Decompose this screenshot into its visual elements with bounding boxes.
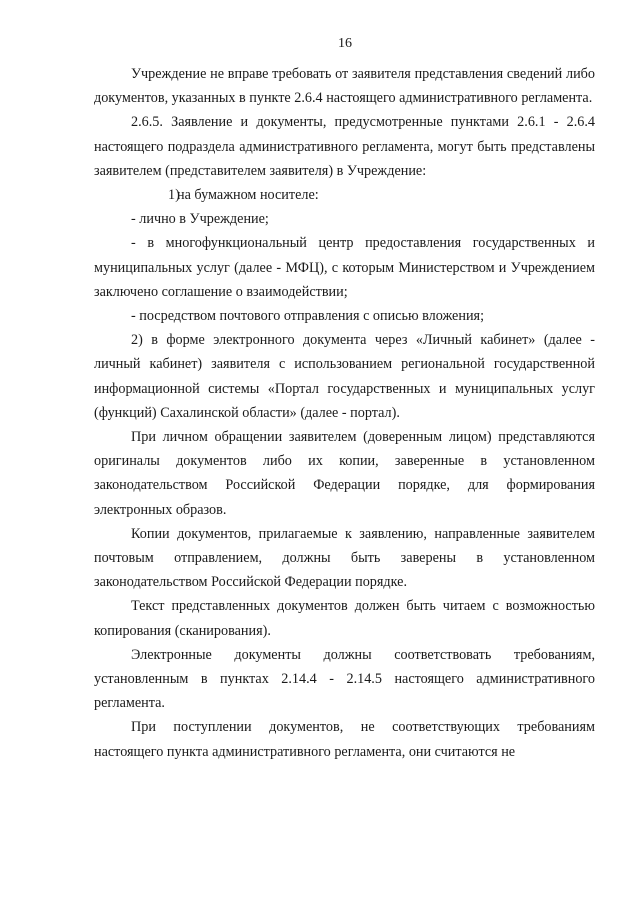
paragraph-2-6-5: 2.6.5. Заявление и документы, предусмотренные пунктами 2.6.1 - 2.6.4 настоящего подраздела административного регламента, могут быть представлены заявителем (представителем заявителя) в Учреждение: (94, 114, 595, 179)
list-item-text: на бумажном носителе: (177, 187, 319, 204)
list-item-in-person: - лично в Учреждение; (131, 211, 269, 228)
paragraph-personal-visit: При личном обращении заявителем (доверенным лицом) представляются оригиналы документов либо их копии, заверенные в установленном законодательством Российской Федерации порядке, для формирования электронных образов. (94, 429, 595, 518)
list-item-postal: - посредством почтового отправления с описью вложения; (131, 308, 485, 325)
list-item-mfc: - в многофункциональный центр предоставления государственных и муниципальных услуг (далее - МФЦ), с которым Министерством и Учреждением заключено соглашение о взаимодействии; (94, 235, 595, 300)
document-body (94, 62, 595, 764)
paragraph-copies: Копии документов, прилагаемые к заявлению, направленные заявителем почтовым отправлением, должны быть заверены в установленном законодательством Российской Федерации порядке. (94, 525, 595, 591)
list-item-paper (94, 183, 595, 207)
page-number: 16 (338, 36, 352, 51)
paragraph-nonconforming: При поступлении документов, не соответствующих требованиям настоящего пункта административного регламента, они считаются не (94, 719, 595, 760)
paragraph-electronic-requirements: Электронные документы должны соответствовать требованиям, установленным в пунктах 2.14.4 - 2.14.5 настоящего административного регламента. (94, 646, 595, 712)
paragraph-restriction: Учреждение не вправе требовать от заявителя представления сведений либо документов, указанных в пункте 2.6.4 настоящего административного регламента. (94, 66, 595, 107)
list-number: 1) (168, 187, 180, 204)
paragraph-readable: Текст представленных документов должен быть читаем с возможностью копирования (сканирования). (94, 598, 595, 639)
paragraph-electronic: 2) в форме электронного документа через «Личный кабинет» (далее - личный кабинет) заявителя с использованием региональной государственной информационной системы «Портал государственных и муниципальных услуг (функций) Сахалинской области» (далее - портал). (94, 332, 595, 421)
